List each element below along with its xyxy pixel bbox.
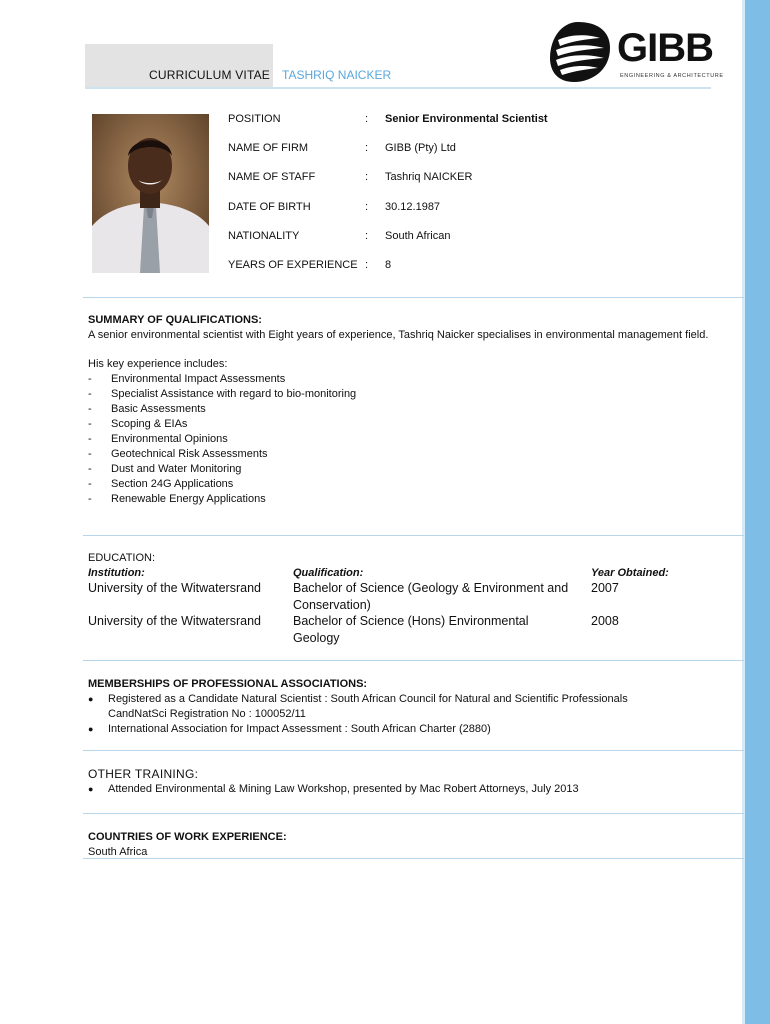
education-title: EDUCATION: xyxy=(88,552,156,564)
bullet-marker: ● xyxy=(88,694,94,704)
dash-marker: - xyxy=(88,403,92,415)
list-item-text: Dust and Water Monitoring xyxy=(111,463,242,475)
info-value: 30.12.1987 xyxy=(385,201,441,213)
list-item-text: Section 24G Applications xyxy=(111,478,234,490)
logo-tagline: ENGINEERING & ARCHITECTURE xyxy=(620,73,724,79)
summary-title: SUMMARY OF QUALIFICATIONS: xyxy=(88,314,262,326)
info-colon: : xyxy=(365,113,369,125)
list-item-text: Environmental Opinions xyxy=(111,433,228,445)
cv-title: CURRICULUM VITAE xyxy=(149,68,270,82)
info-value: 8 xyxy=(385,259,392,271)
dash-marker: - xyxy=(88,463,92,475)
list-item-text: Renewable Energy Applications xyxy=(111,493,266,505)
memberships-section xyxy=(88,677,744,737)
info-colon: : xyxy=(365,171,369,183)
info-label: NATIONALITY xyxy=(228,230,300,242)
dash-marker: - xyxy=(88,373,92,385)
info-value: Tashriq NAICKER xyxy=(385,171,473,183)
countries-section xyxy=(88,830,744,860)
cv-person-name: TASHRIQ NAICKER xyxy=(282,68,392,82)
list-item xyxy=(88,372,744,387)
header-rule xyxy=(85,87,711,89)
list-item-text: Basic Assessments xyxy=(111,403,206,415)
list-item xyxy=(88,782,744,797)
section-divider xyxy=(83,750,744,751)
list-item xyxy=(88,462,744,477)
list-item xyxy=(88,417,744,432)
education-header-institution: Institution: xyxy=(88,567,145,579)
section-divider xyxy=(83,297,744,298)
section-divider xyxy=(83,858,744,859)
info-colon: : xyxy=(365,201,369,213)
info-colon: : xyxy=(365,142,369,154)
list-item-text: Environmental Impact Assessments xyxy=(111,373,286,385)
education-institution: University of the Witwatersrand xyxy=(88,614,261,628)
dash-marker: - xyxy=(88,433,92,445)
list-item-text: CandNatSci Registration No : 100052/11 xyxy=(108,708,306,720)
list-item xyxy=(88,387,744,402)
education-institution: University of the Witwatersrand xyxy=(88,581,261,595)
section-divider xyxy=(83,660,744,661)
bullet-marker: ● xyxy=(88,784,94,794)
info-colon: : xyxy=(365,259,369,271)
dash-marker: - xyxy=(88,418,92,430)
list-item-text: Registered as a Candidate Natural Scientist : South African Council for Natural and Scientific Professionals xyxy=(108,693,628,705)
page-side-stripe xyxy=(742,0,770,1024)
education-year: 2008 xyxy=(591,614,619,628)
info-label: DATE OF BIRTH xyxy=(228,201,311,213)
dash-marker: - xyxy=(88,448,92,460)
education-header-year: Year Obtained: xyxy=(591,567,669,579)
section-divider xyxy=(83,813,744,814)
section-divider xyxy=(83,535,744,536)
info-value: South African xyxy=(385,230,451,242)
education-qualification: Bachelor of Science (Geology & Environment and Conservation) xyxy=(293,581,569,612)
summary-intro: His key experience includes: xyxy=(88,358,228,370)
education-header-qualification: Qualification: xyxy=(293,567,364,579)
info-colon: : xyxy=(365,230,369,242)
memberships-title: MEMBERSHIPS OF PROFESSIONAL ASSOCIATIONS: xyxy=(88,678,368,690)
dash-marker: - xyxy=(88,493,92,505)
info-value: Senior Environmental Scientist xyxy=(385,113,548,125)
list-item-text: Geotechnical Risk Assessments xyxy=(111,448,268,460)
list-item-text: Specialist Assistance with regard to bio-monitoring xyxy=(111,388,357,400)
info-label: NAME OF STAFF xyxy=(228,171,316,183)
portrait-photo xyxy=(92,114,209,273)
countries-value: South Africa xyxy=(88,846,148,858)
list-item xyxy=(88,722,744,737)
info-label: POSITION xyxy=(228,113,281,125)
list-item xyxy=(88,432,744,447)
bullet-marker: ● xyxy=(88,724,94,734)
education-qualification: Bachelor of Science (Hons) Environmental Geology xyxy=(293,614,529,645)
list-item-text: Attended Environmental & Mining Law Workshop, presented by Mac Robert Attorneys, July 2013 xyxy=(108,783,579,795)
summary-section xyxy=(88,313,744,507)
info-label: YEARS OF EXPERIENCE xyxy=(228,259,358,271)
list-item xyxy=(88,402,744,417)
education-year: 2007 xyxy=(591,581,619,595)
dash-marker: - xyxy=(88,388,92,400)
list-item xyxy=(88,692,744,722)
logo-wordmark: GIBB xyxy=(617,26,713,70)
list-item xyxy=(88,492,744,507)
info-label: NAME OF FIRM xyxy=(228,142,309,154)
info-value: GIBB (Pty) Ltd xyxy=(385,142,456,154)
list-item-text: Scoping & EIAs xyxy=(111,418,188,430)
training-title: OTHER TRAINING: xyxy=(88,767,199,781)
dash-marker: - xyxy=(88,478,92,490)
list-item xyxy=(88,447,744,462)
summary-text: A senior environmental scientist with Eight years of experience, Tashriq Naicker specialises in environmental management field. xyxy=(88,329,709,341)
list-item xyxy=(88,477,744,492)
countries-title: COUNTRIES OF WORK EXPERIENCE: xyxy=(88,831,287,843)
training-section xyxy=(88,767,744,797)
list-item-text: International Association for Impact Assessment : South African Charter (2880) xyxy=(108,723,491,735)
